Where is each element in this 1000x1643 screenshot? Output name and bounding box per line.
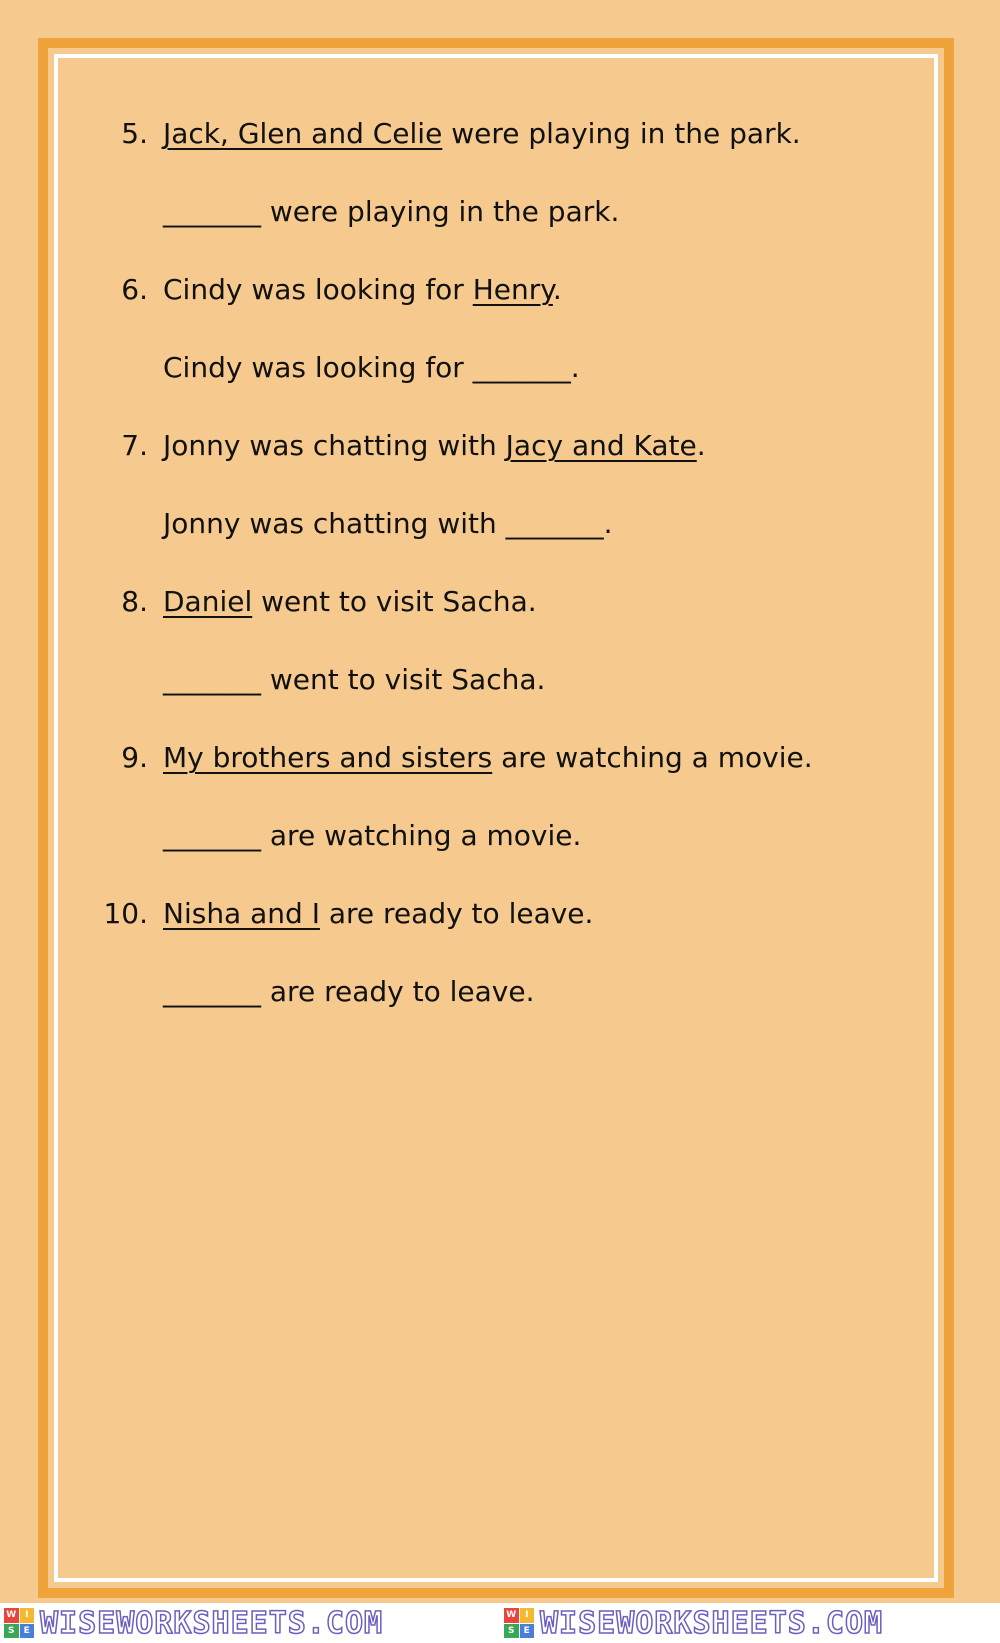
question-number: 7. [121,429,148,462]
brand-watermark [0,1603,500,1643]
underlined-noun: Jack, Glen and Celie [163,117,443,150]
brand-text: WISEWORKSHEETS.COM [540,1605,884,1641]
question-text [163,428,706,464]
answer-text: _______ are watching a movie. [163,819,582,852]
sentence-fragment: . [696,429,706,462]
brand-logo-letter: E [520,1624,535,1639]
underlined-noun: Nisha and I [163,897,320,930]
brand-logo-letter: S [504,1624,519,1639]
footer-banner [0,1603,1000,1643]
question-number: 6. [121,273,148,306]
brand-logo-letter: I [20,1608,35,1623]
answer-text: _______ went to visit Sacha. [163,663,546,696]
sentence-fragment: are ready to leave. [319,897,594,930]
brand-logo-letter: I [520,1608,535,1623]
question-number: 8. [121,585,148,618]
underlined-noun: My brothers and sisters [163,741,493,774]
brand-logo-letter: W [4,1608,19,1623]
underlined-noun: Jacy and Kate [505,429,697,462]
answer-text: _______ were playing in the park. [163,195,620,228]
sentence-fragment: . [552,273,562,306]
sentence-fragment: Jonny was chatting with [163,429,506,462]
question-number: 10. [103,897,148,930]
question-number: 5. [121,117,148,150]
brand-logo-letter: W [504,1608,519,1623]
question-text [163,272,562,308]
answer-text: Cindy was looking for _______. [163,351,580,384]
brand-logo-letter: S [4,1624,19,1639]
question-text [163,116,801,152]
question-text [163,896,593,932]
sentence-fragment: went to visit Sacha. [252,585,537,618]
brand-logo-icon [504,1608,534,1638]
sentence-fragment: Cindy was looking for [163,273,473,306]
sentence-fragment: are watching a movie. [492,741,813,774]
question-text [163,740,813,776]
brand-logo-letter: E [20,1624,35,1639]
answer-text: _______ are ready to leave. [163,975,535,1008]
brand-watermark [500,1603,1000,1643]
sentence-fragment: were playing in the park. [442,117,801,150]
underlined-noun: Henry [472,273,553,306]
question-number: 9. [121,741,148,774]
brand-text: WISEWORKSHEETS.COM [40,1605,384,1641]
brand-logo-icon [4,1608,34,1638]
answer-text: Jonny was chatting with _______. [163,507,613,540]
question-text [163,584,537,620]
underlined-noun: Daniel [163,585,253,618]
